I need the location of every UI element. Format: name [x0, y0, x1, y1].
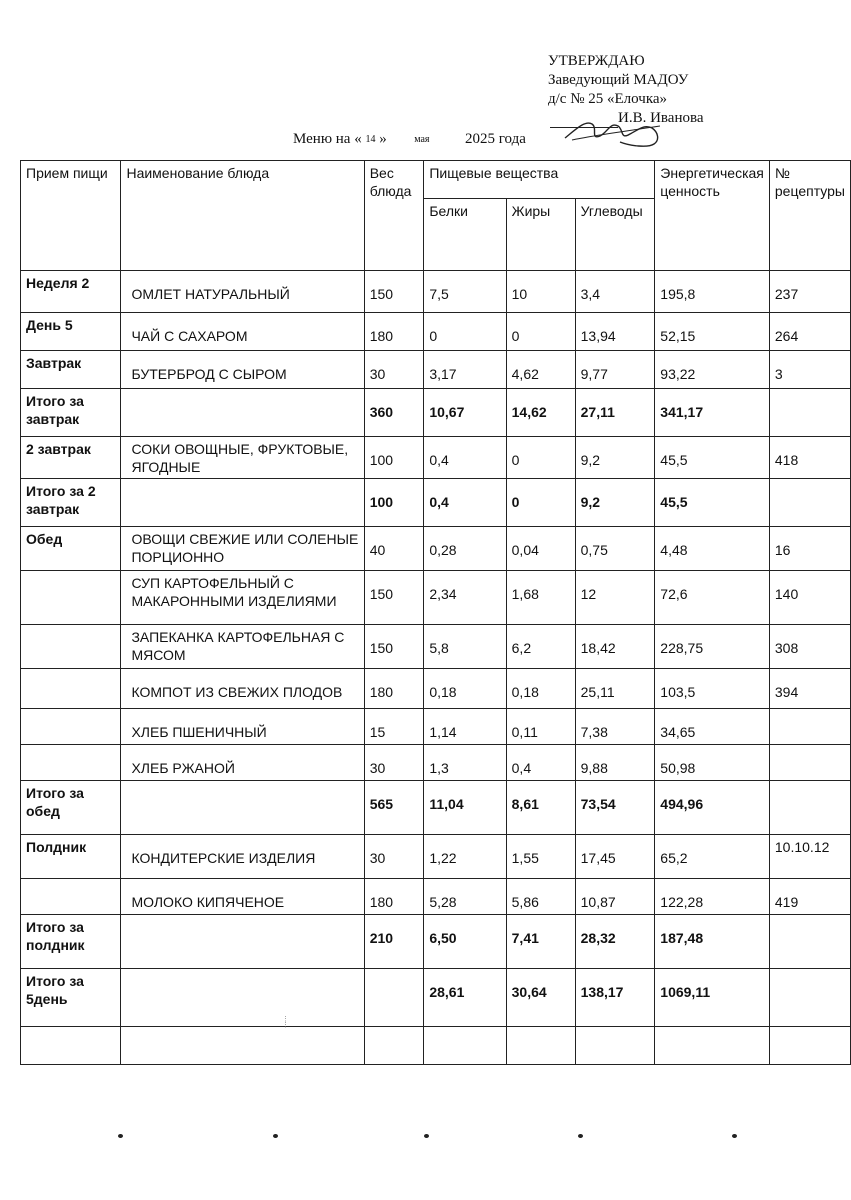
- cell-protein: 11,04: [424, 781, 506, 835]
- table-row: [21, 389, 851, 437]
- scan-dot: [732, 1134, 737, 1138]
- cell-meal: 2 завтрак: [21, 437, 121, 479]
- cell-recipe: [769, 709, 850, 745]
- cell-fat: 10: [506, 271, 575, 313]
- cell-energy: 494,96: [655, 781, 770, 835]
- cell-dish: КОНДИТЕРСКИЕ ИЗДЕЛИЯ: [121, 835, 364, 879]
- table-row: [21, 745, 851, 781]
- scan-dot: [118, 1134, 123, 1138]
- cell-carbs: 138,17: [575, 969, 655, 1027]
- cell-energy: 122,28: [655, 879, 770, 915]
- cell-weight: 180: [364, 669, 424, 709]
- cell-weight: 180: [364, 879, 424, 915]
- cell-carbs: 9,77: [575, 351, 655, 389]
- cell-dish: КОМПОТ ИЗ СВЕЖИХ ПЛОДОВ: [121, 669, 364, 709]
- signature-mark: [560, 110, 670, 150]
- cell-fat: 8,61: [506, 781, 575, 835]
- cell-weight: 40: [364, 527, 424, 571]
- cell-energy: 34,65: [655, 709, 770, 745]
- cell-recipe: 3: [769, 351, 850, 389]
- cell-protein: 7,5: [424, 271, 506, 313]
- cell-meal: Обед: [21, 527, 121, 571]
- cell-fat: 4,62: [506, 351, 575, 389]
- cell-recipe: 10.10.12: [769, 835, 850, 879]
- cell-weight: 100: [364, 437, 424, 479]
- menu-title-close-quote: »: [379, 131, 387, 147]
- cell-recipe: [769, 389, 850, 437]
- cell-carbs: 0,75: [575, 527, 655, 571]
- cell-fat: 1,55: [506, 835, 575, 879]
- cell-carbs: 3,4: [575, 271, 655, 313]
- cell-weight: 360: [364, 389, 424, 437]
- empty-cell: [506, 1027, 575, 1065]
- cell-protein: 5,28: [424, 879, 506, 915]
- table-row: [21, 835, 851, 879]
- cell-carbs: 13,94: [575, 313, 655, 351]
- faint-mark: ⋮ ⋮: [282, 1015, 289, 1029]
- cell-carbs: 17,45: [575, 835, 655, 879]
- empty-cell: [655, 1027, 770, 1065]
- cell-energy: 195,8: [655, 271, 770, 313]
- cell-energy: 50,98: [655, 745, 770, 781]
- cell-weight: 210: [364, 915, 424, 969]
- cell-protein: 1,22: [424, 835, 506, 879]
- cell-protein: 6,50: [424, 915, 506, 969]
- cell-carbs: 25,11: [575, 669, 655, 709]
- cell-meal: Неделя 2: [21, 271, 121, 313]
- cell-carbs: 9,2: [575, 479, 655, 527]
- cell-protein: 0,28: [424, 527, 506, 571]
- menu-title-year: 2025 года: [465, 131, 526, 147]
- cell-fat: 6,2: [506, 625, 575, 669]
- cell-carbs: 28,32: [575, 915, 655, 969]
- cell-dish: ХЛЕБ РЖАНОЙ: [121, 745, 364, 781]
- menu-table: [20, 160, 851, 1065]
- cell-energy: 65,2: [655, 835, 770, 879]
- menu-title-prefix: Меню на «: [293, 131, 362, 147]
- cell-meal: Завтрак: [21, 351, 121, 389]
- cell-fat: 7,41: [506, 915, 575, 969]
- cell-meal: [21, 879, 121, 915]
- cell-meal: День 5: [21, 313, 121, 351]
- cell-recipe: 16: [769, 527, 850, 571]
- cell-energy: 228,75: [655, 625, 770, 669]
- table-row: [21, 969, 851, 1027]
- cell-fat: 0: [506, 313, 575, 351]
- cell-weight: 30: [364, 351, 424, 389]
- cell-meal: Итого за полдник: [21, 915, 121, 969]
- empty-row: [21, 1027, 851, 1065]
- cell-dish: ЧАЙ С САХАРОМ: [121, 313, 364, 351]
- cell-energy: 1069,11: [655, 969, 770, 1027]
- cell-fat: 5,86: [506, 879, 575, 915]
- cell-dish: [121, 479, 364, 527]
- cell-carbs: 73,54: [575, 781, 655, 835]
- header-nutrients: Пищевые вещества: [424, 161, 655, 199]
- cell-meal: Итого за завтрак: [21, 389, 121, 437]
- header-dish: Наименование блюда: [121, 161, 364, 271]
- cell-dish: [121, 781, 364, 835]
- cell-dish: ЗАПЕКАНКА КАРТОФЕЛЬНАЯ С МЯСОМ: [121, 625, 364, 669]
- cell-meal: [21, 669, 121, 709]
- cell-dish: БУТЕРБРОД С СЫРОМ: [121, 351, 364, 389]
- cell-dish: [121, 389, 364, 437]
- empty-cell: [575, 1027, 655, 1065]
- table-row: [21, 781, 851, 835]
- cell-weight: 150: [364, 571, 424, 625]
- cell-weight: 150: [364, 625, 424, 669]
- table-row: [21, 437, 851, 479]
- cell-protein: 10,67: [424, 389, 506, 437]
- cell-dish: СОКИ ОВОЩНЫЕ, ФРУКТОВЫЕ, ЯГОДНЫЕ: [121, 437, 364, 479]
- empty-cell: [121, 1027, 364, 1065]
- menu-title-day: 14: [365, 134, 376, 146]
- scan-dot: [578, 1134, 583, 1138]
- cell-protein: 1,14: [424, 709, 506, 745]
- cell-meal: Итого за 5день: [21, 969, 121, 1027]
- cell-fat: 14,62: [506, 389, 575, 437]
- empty-cell: [424, 1027, 506, 1065]
- cell-dish: ОМЛЕТ НАТУРАЛЬНЫЙ: [121, 271, 364, 313]
- cell-fat: 0,4: [506, 745, 575, 781]
- cell-carbs: 7,38: [575, 709, 655, 745]
- approval-name: И.В. Иванова: [618, 110, 704, 126]
- cell-dish: МОЛОКО КИПЯЧЕНОЕ: [121, 879, 364, 915]
- cell-carbs: 18,42: [575, 625, 655, 669]
- cell-dish: [121, 969, 364, 1027]
- approval-position: Заведующий МАДОУ: [548, 72, 689, 88]
- cell-weight: 30: [364, 835, 424, 879]
- cell-energy: 93,22: [655, 351, 770, 389]
- table-row: [21, 879, 851, 915]
- cell-recipe: [769, 479, 850, 527]
- cell-dish: ХЛЕБ ПШЕНИЧНЫЙ: [121, 709, 364, 745]
- cell-protein: 2,34: [424, 571, 506, 625]
- header-carbs: Углеводы: [575, 199, 655, 271]
- table-row: [21, 571, 851, 625]
- cell-dish: СУП КАРТОФЕЛЬНЫЙ С МАКАРОННЫМИ ИЗДЕЛИЯМИ: [121, 571, 364, 625]
- cell-carbs: 9,88: [575, 745, 655, 781]
- cell-energy: 72,6: [655, 571, 770, 625]
- cell-protein: 5,8: [424, 625, 506, 669]
- approval-title: УТВЕРЖДАЮ: [548, 53, 645, 69]
- cell-protein: 1,3: [424, 745, 506, 781]
- menu-title-month: мая: [414, 134, 430, 146]
- approval-organization: д/с № 25 «Елочка»: [548, 91, 668, 107]
- cell-recipe: 418: [769, 437, 850, 479]
- table-row: [21, 669, 851, 709]
- cell-meal: [21, 745, 121, 781]
- scan-dot: [424, 1134, 429, 1138]
- cell-recipe: 419: [769, 879, 850, 915]
- cell-meal: [21, 625, 121, 669]
- cell-dish: ОВОЩИ СВЕЖИЕ ИЛИ СОЛЕНЫЕ ПОРЦИОННО: [121, 527, 364, 571]
- table-row: [21, 351, 851, 389]
- empty-cell: [364, 1027, 424, 1065]
- table-row: [21, 479, 851, 527]
- cell-protein: 28,61: [424, 969, 506, 1027]
- cell-recipe: [769, 781, 850, 835]
- cell-meal: [21, 709, 121, 745]
- cell-fat: 30,64: [506, 969, 575, 1027]
- cell-recipe: [769, 745, 850, 781]
- empty-cell: [21, 1027, 121, 1065]
- cell-protein: 0,4: [424, 479, 506, 527]
- cell-recipe: 264: [769, 313, 850, 351]
- cell-weight: 565: [364, 781, 424, 835]
- cell-recipe: 140: [769, 571, 850, 625]
- scan-dot: [273, 1134, 278, 1138]
- table-row: [21, 709, 851, 745]
- table-row: [21, 527, 851, 571]
- header-recipe: № рецептуры: [769, 161, 850, 271]
- cell-fat: 1,68: [506, 571, 575, 625]
- cell-energy: 52,15: [655, 313, 770, 351]
- cell-meal: Полдник: [21, 835, 121, 879]
- cell-carbs: 27,11: [575, 389, 655, 437]
- cell-carbs: 10,87: [575, 879, 655, 915]
- header-protein: Белки: [424, 199, 506, 271]
- cell-fat: 0: [506, 437, 575, 479]
- cell-energy: 45,5: [655, 437, 770, 479]
- cell-weight: 30: [364, 745, 424, 781]
- empty-cell: [769, 1027, 850, 1065]
- cell-weight: 15: [364, 709, 424, 745]
- cell-carbs: 9,2: [575, 437, 655, 479]
- cell-energy: 341,17: [655, 389, 770, 437]
- cell-protein: 0,18: [424, 669, 506, 709]
- cell-energy: 103,5: [655, 669, 770, 709]
- cell-meal: [21, 571, 121, 625]
- cell-fat: 0,04: [506, 527, 575, 571]
- cell-weight: [364, 969, 424, 1027]
- header-weight: Вес блюда: [364, 161, 424, 271]
- menu-table-body: [21, 271, 851, 1065]
- cell-protein: 3,17: [424, 351, 506, 389]
- cell-weight: 150: [364, 271, 424, 313]
- cell-energy: 4,48: [655, 527, 770, 571]
- cell-fat: 0,11: [506, 709, 575, 745]
- cell-weight: 180: [364, 313, 424, 351]
- cell-meal: Итого за 2 завтрак: [21, 479, 121, 527]
- cell-weight: 100: [364, 479, 424, 527]
- cell-energy: 45,5: [655, 479, 770, 527]
- cell-recipe: 394: [769, 669, 850, 709]
- cell-recipe: 237: [769, 271, 850, 313]
- cell-energy: 187,48: [655, 915, 770, 969]
- header-fat: Жиры: [506, 199, 575, 271]
- cell-recipe: [769, 915, 850, 969]
- menu-title: [293, 131, 526, 148]
- cell-fat: 0,18: [506, 669, 575, 709]
- table-row: [21, 915, 851, 969]
- cell-dish: [121, 915, 364, 969]
- cell-protein: 0: [424, 313, 506, 351]
- table-row: [21, 313, 851, 351]
- table-row: [21, 625, 851, 669]
- header-energy: Энергетическая ценность: [655, 161, 770, 271]
- table-row: [21, 271, 851, 313]
- cell-carbs: 12: [575, 571, 655, 625]
- cell-recipe: 308: [769, 625, 850, 669]
- cell-fat: 0: [506, 479, 575, 527]
- cell-meal: Итого за обед: [21, 781, 121, 835]
- cell-recipe: [769, 969, 850, 1027]
- cell-protein: 0,4: [424, 437, 506, 479]
- header-meal: Прием пищи: [21, 161, 121, 271]
